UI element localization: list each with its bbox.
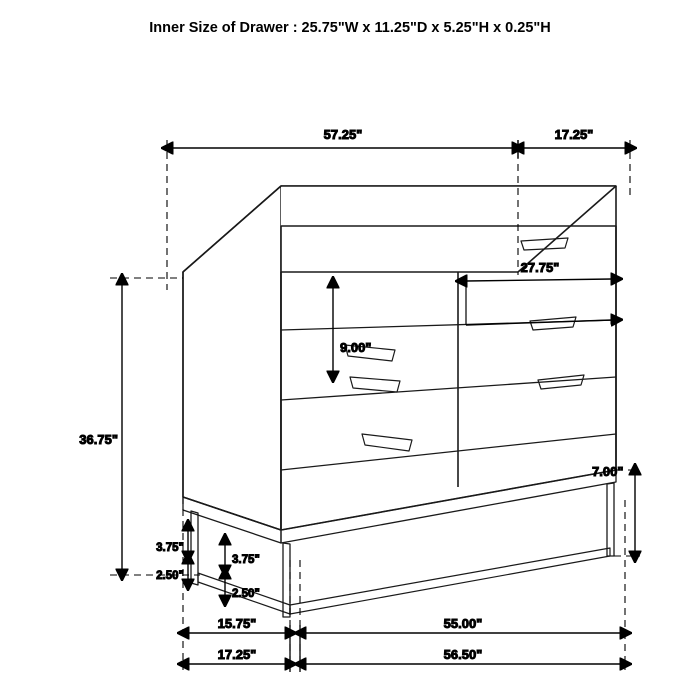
page-title: Inner Size of Drawer : 25.75"W x 11.25"D x 5.25"H x 0.25"H [149, 20, 551, 36]
dresser-illustration [183, 186, 616, 617]
leg-rear-left [191, 511, 198, 585]
dim-label-top-depth: 17.25" [554, 127, 594, 142]
dim-label-rail-b: 3.75" [232, 554, 260, 566]
dim-label-base-a: 2.50" [156, 570, 184, 582]
dim-label-top-width: 57.25" [323, 127, 363, 142]
dim-label-total-height: 36.75" [79, 432, 118, 447]
dim-label-drawer-width: 27.75" [520, 260, 560, 275]
dim-label-base-depth: 17.25" [217, 647, 257, 662]
leg-front-left [283, 543, 290, 617]
dim-label-bottom-width: 55.00" [443, 616, 483, 631]
leg-front-right [607, 483, 614, 556]
base-stretcher-front [290, 548, 610, 614]
dim-label-foot-depth: 15.75" [217, 616, 257, 631]
dim-label-leg-height: 7.00" [592, 464, 624, 479]
bottom-dim-ticks [290, 625, 300, 672]
dim-label-rail-a: 3.75" [156, 542, 184, 554]
dim-label-base-width: 56.50" [443, 647, 483, 662]
dresser-left-side [183, 186, 281, 530]
dim-label-drawer-height: 9.00" [340, 340, 372, 355]
dim-label-base-b: 2.50" [232, 588, 260, 600]
